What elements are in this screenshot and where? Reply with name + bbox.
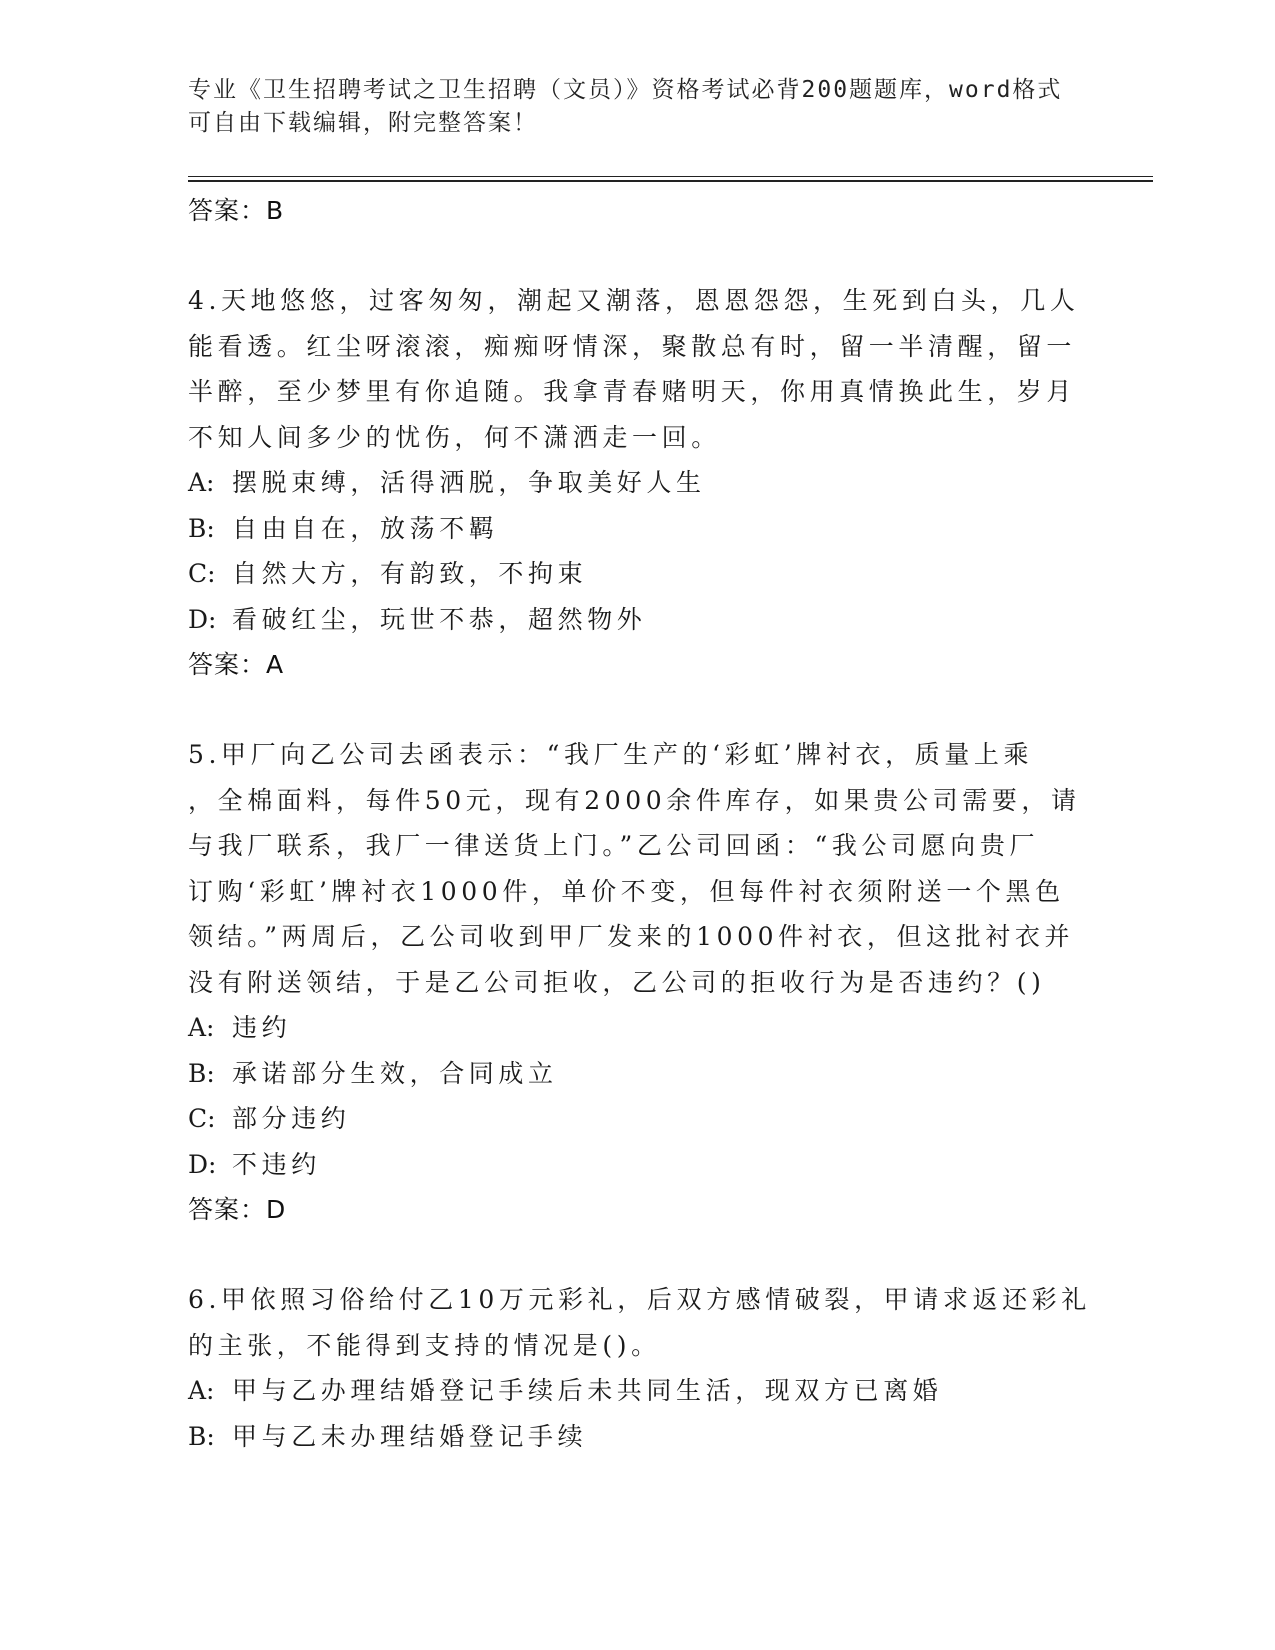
answer-q5: 答案：D [188, 1195, 287, 1224]
option-key: A: [188, 1376, 215, 1405]
page-header [188, 74, 1068, 140]
question-text-line: 不知人间多少的忧伤，何不潇洒走一回。 [188, 422, 721, 452]
question-text-line: 的主张，不能得到支持的情况是()。 [188, 1330, 661, 1360]
header-divider-thin [188, 176, 1153, 177]
option-key: D: [188, 1149, 217, 1179]
option-key: B: [188, 1421, 215, 1451]
option-a [188, 460, 1088, 506]
header-line-2: 可自由下载编辑，附完整答案！ [188, 110, 538, 136]
answer-q4: 答案：A [188, 650, 285, 679]
option-text: 不违约 [232, 1149, 321, 1179]
option-b [188, 1414, 1088, 1460]
option-b [188, 506, 1088, 552]
option-text: 看破红尘，玩世不恭，超然物外 [232, 604, 647, 634]
question-text-line: 没有附送领结，于是乙公司拒收，乙公司的拒收行为是否违约？() [188, 967, 1046, 997]
option-text: 甲与乙未办理结婚登记手续 [232, 1421, 588, 1451]
option-key: C: [188, 1104, 216, 1133]
answer-prev: 答案：B [188, 196, 285, 225]
question-text-line: 能看透。红尘呀滚滚，痴痴呀情深，聚散总有时，留一半清醒，留一 [188, 331, 1077, 361]
header-divider-thick [188, 180, 1153, 182]
question-text-line: ，全棉面料，每件50元，现有2000余件库存，如果贵公司需要，请 [188, 785, 1081, 815]
option-key: A: [188, 1013, 215, 1042]
question-content [188, 188, 1091, 1459]
option-key: D: [188, 604, 217, 634]
question-text-line: 6.甲依照习俗给付乙10万元彩礼，后双方感情破裂，甲请求返还彩礼 [188, 1285, 1091, 1314]
option-key: C: [188, 559, 216, 588]
header-line-1: 专业《卫生招聘考试之卫生招聘（文员）》资格考试必背200题题库，word格式 [188, 77, 1063, 103]
option-text: 违约 [232, 1013, 292, 1042]
option-key: B: [188, 513, 215, 543]
question-6 [188, 1277, 1091, 1459]
option-text: 自然大方，有韵致，不拘束 [232, 559, 588, 588]
option-text: 部分违约 [232, 1104, 351, 1133]
question-text-line: 领结。”两周后，乙公司收到甲厂发来的1000件衬衣，但这批衬衣并 [188, 922, 1075, 951]
option-text: 摆脱束缚，活得洒脱，争取美好人生 [232, 468, 706, 497]
question-text-line: 与我厂联系，我厂一律送货上门。”乙公司回函：“我公司愿向贵厂 [188, 831, 1040, 860]
option-key: A: [188, 468, 215, 497]
option-a [188, 1368, 1088, 1414]
option-d [188, 1142, 1088, 1188]
option-text: 承诺部分生效，合同成立 [232, 1058, 558, 1088]
question-text-line: 4.天地悠悠，过客匆匆，潮起又潮落，恩恩怨怨，生死到白头，几人 [188, 286, 1080, 315]
option-text: 自由自在，放荡不羁 [232, 513, 499, 543]
spacer [188, 687, 1088, 732]
option-b [188, 1051, 1088, 1097]
option-d [188, 597, 1088, 643]
question-text-line: 半醉，至少梦里有你追随。我拿青春赌明天，你用真情换此生，岁月 [188, 377, 1077, 406]
question-text-line: 5.甲厂向乙公司去函表示：“我厂生产的‘彩虹’牌衬衣，质量上乘 [188, 740, 1034, 769]
option-c [188, 551, 1088, 597]
option-c [188, 1096, 1088, 1142]
question-4 [188, 278, 1088, 687]
spacer [188, 233, 1088, 278]
option-a [188, 1005, 1088, 1051]
option-key: B: [188, 1058, 215, 1088]
question-5 [188, 732, 1088, 1232]
spacer [188, 1232, 1088, 1277]
option-text: 甲与乙办理结婚登记手续后未共同生活，现双方已离婚 [232, 1376, 943, 1405]
question-text-line: 订购‘彩虹’牌衬衣1000件，单价不变，但每件衬衣须附送一个黑色 [188, 876, 1065, 906]
